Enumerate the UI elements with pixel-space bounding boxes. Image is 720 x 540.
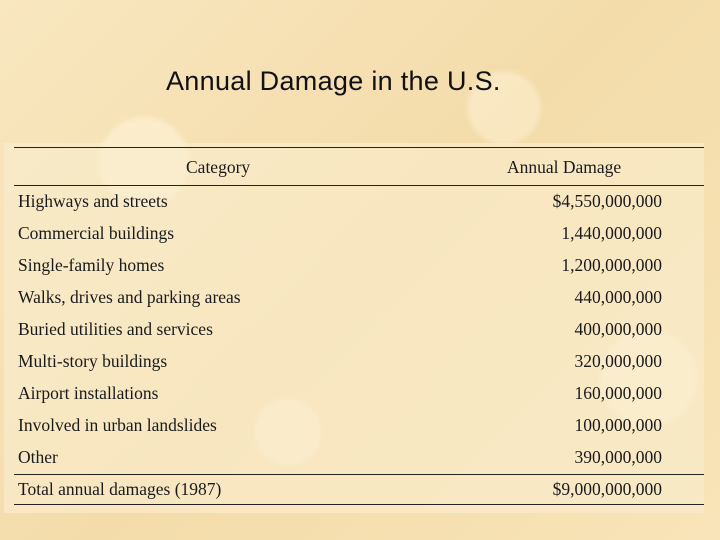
row-category: Single-family homes: [18, 255, 165, 275]
table-row: [4, 383, 704, 415]
row-category: Walks, drives and parking areas: [18, 287, 241, 307]
total-category: Total annual damages (1987): [18, 479, 222, 499]
header-annual-damage: Annual Damage: [507, 157, 622, 177]
table-total-row: [4, 479, 704, 511]
table-row: [4, 223, 704, 255]
row-damage: 320,000,000: [574, 351, 662, 371]
table-top-rule: [14, 147, 704, 148]
row-damage: 390,000,000: [574, 447, 662, 467]
row-category: Airport installations: [18, 383, 159, 403]
table-bottom-rule: [14, 504, 704, 505]
total-damage: $9,000,000,000: [552, 479, 662, 499]
row-damage: 440,000,000: [574, 287, 662, 307]
table-row: [4, 319, 704, 351]
table-row: [4, 351, 704, 383]
table-header-rule: [14, 185, 704, 186]
slide-title: Annual Damage in the U.S.: [166, 66, 501, 96]
damage-table: [4, 143, 704, 513]
row-category: Buried utilities and services: [18, 319, 213, 339]
table-row: [4, 191, 704, 223]
row-category: Other: [18, 447, 58, 467]
row-damage: 1,200,000,000: [561, 255, 662, 275]
row-category: Highways and streets: [18, 191, 168, 211]
table-row: [4, 415, 704, 447]
table-row: [4, 255, 704, 287]
row-damage: 1,440,000,000: [561, 223, 662, 243]
row-damage: 160,000,000: [574, 383, 662, 403]
table-total-rule: [14, 474, 704, 475]
row-category: Multi-story buildings: [18, 351, 168, 371]
row-category: Involved in urban landslides: [18, 415, 217, 435]
table-row: [4, 287, 704, 319]
row-category: Commercial buildings: [18, 223, 175, 243]
row-damage: 400,000,000: [574, 319, 662, 339]
row-damage: 100,000,000: [574, 415, 662, 435]
row-damage: $4,550,000,000: [552, 191, 662, 211]
header-category: Category: [186, 157, 251, 177]
